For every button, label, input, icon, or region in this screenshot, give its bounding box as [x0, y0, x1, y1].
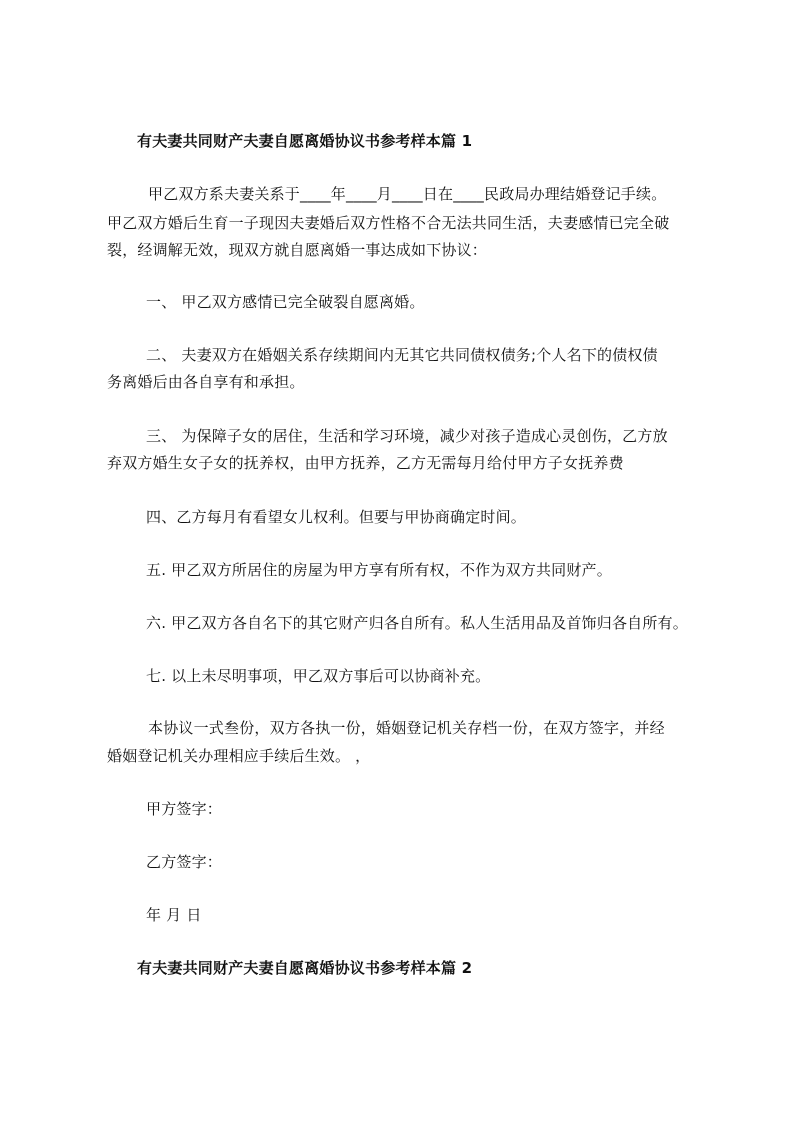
signature-party-a: 甲方签字： [146, 800, 223, 818]
intro-line-3: 裂，经调解无效，现双方就自愿离婚一事达成如下协议： [107, 241, 488, 259]
clause-4: 四、乙方每月有看望女儿权利。但要与甲协商确定时间。 [146, 508, 527, 526]
clause-5: 五. 甲乙双方所居住的房屋为甲方享有所有权，不作为双方共同财产。 [146, 561, 612, 579]
clause-3-line-2: 弃双方婚生女子女的抚养权，由甲方抚养，乙方无需每月给付甲方子女抚养费 [107, 454, 624, 472]
document-title-2: 有夫妻共同财产夫妻自愿离婚协议书参考样本篇 2 [137, 959, 473, 977]
intro-line-1: 甲乙双方系夫妻关系于____年____月____日在____民政局办理结婚登记手续。 [148, 185, 667, 203]
clause-1: 一、 甲乙双方感情已完全破裂自愿离婚。 [146, 293, 425, 311]
clause-7: 七. 以上未尽明事项，甲乙双方事后可以协商补充。 [146, 667, 491, 685]
clause-6: 六. 甲乙双方各自名下的其它财产归各自所有。私人生活用品及首饰归各自所有。 [146, 614, 688, 632]
document-title-1: 有夫妻共同财产夫妻自愿离婚协议书参考样本篇 1 [137, 132, 473, 150]
intro-line-2: 甲乙双方婚后生育一子现因夫妻婚后双方性格不合无法共同生活，夫妻感情已完全破 [107, 214, 670, 232]
clause-2-line-1: 二、 夫妻双方在婚姻关系存续期间内无其它共同债权债务;个人名下的债权债 [146, 346, 658, 364]
closing-line-2: 婚姻登记机关办理相应手续后生效。 ， [107, 747, 371, 765]
clause-3-line-1: 三、 为保障子女的居住，生活和学习环境，减少对孩子造成心灵创伤，乙方放 [146, 427, 668, 445]
signature-party-b: 乙方签字： [146, 853, 223, 871]
clause-2-line-2: 务离婚后由各自享有和承担。 [107, 373, 305, 391]
closing-line-1: 本协议一式叁份，双方各执一份，婚姻登记机关存档一份，在双方签字，并经 [148, 719, 665, 737]
signature-date: 年 月 日 [146, 906, 202, 924]
